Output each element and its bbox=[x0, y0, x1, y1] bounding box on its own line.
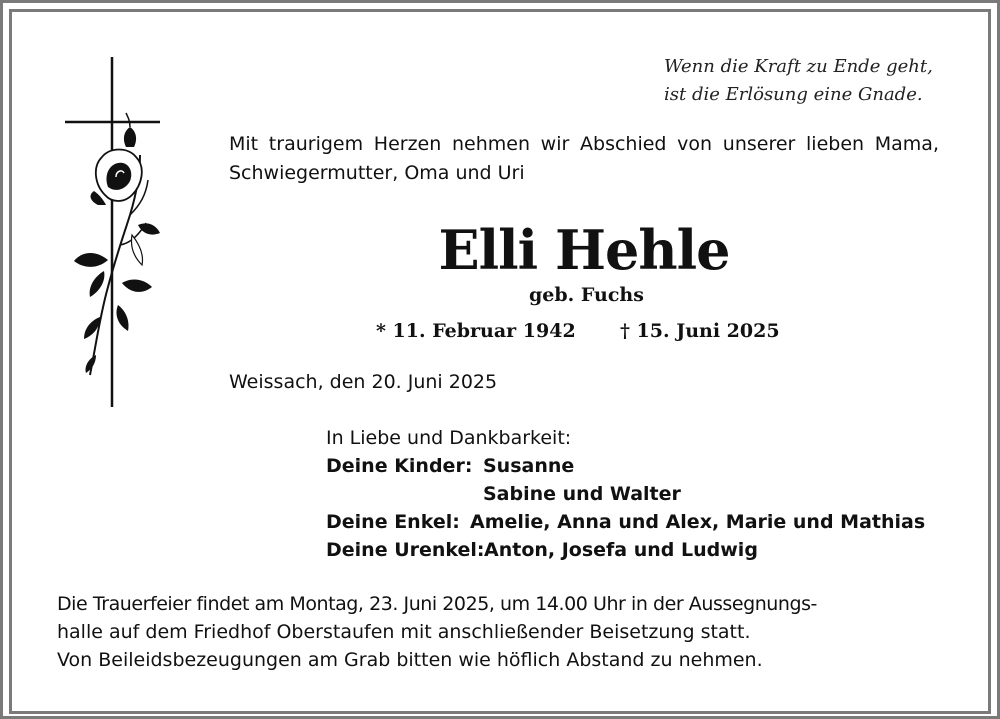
children-line-1: Susanne bbox=[483, 455, 575, 477]
great-grandchildren-label: Deine Urenkel: bbox=[326, 539, 485, 561]
children-label: Deine Kinder: bbox=[326, 455, 473, 477]
notice-line-1: Die Trauerfeier findet am Montag, 23. Juni 2025, um 14.00 Uhr in der Aussegnungs- bbox=[57, 593, 817, 615]
grandchildren-names: Amelie, Anna und Alex, Marie und Mathias bbox=[470, 511, 926, 533]
children-line-2: Sabine und Walter bbox=[483, 483, 681, 505]
notice-line-3: Von Beileidsbezeugungen am Grab bitten wie höflich Abstand zu nehmen. bbox=[57, 649, 763, 671]
place-date: Weissach, den 20. Juni 2025 bbox=[229, 371, 498, 393]
grandchildren-label: Deine Enkel: bbox=[326, 511, 460, 533]
maiden-name: geb. Fuchs bbox=[529, 284, 644, 306]
deceased-name: Elli Hehle bbox=[438, 218, 730, 282]
motto-line-1: Wenn die Kraft zu Ende geht, bbox=[664, 56, 933, 77]
birth-date: * 11. Februar 1942 bbox=[376, 320, 576, 342]
notice-line-2: halle auf dem Friedhof Oberstaufen mit anschließender Beisetzung statt. bbox=[57, 621, 751, 643]
family-intro: In Liebe und Dankbarkeit: bbox=[326, 427, 572, 449]
cross-with-rose-icon bbox=[60, 55, 170, 410]
great-grandchildren-names: Anton, Josefa und Ludwig bbox=[484, 539, 758, 561]
motto-line-2: ist die Erlösung eine Gnade. bbox=[664, 84, 923, 105]
intro-text: Mit traurigem Herzen nehmen wir Abschied von unserer lieben Mama, Schwiegermutter, Oma und Uri bbox=[229, 133, 939, 184]
death-date: † 15. Juni 2025 bbox=[620, 320, 780, 342]
